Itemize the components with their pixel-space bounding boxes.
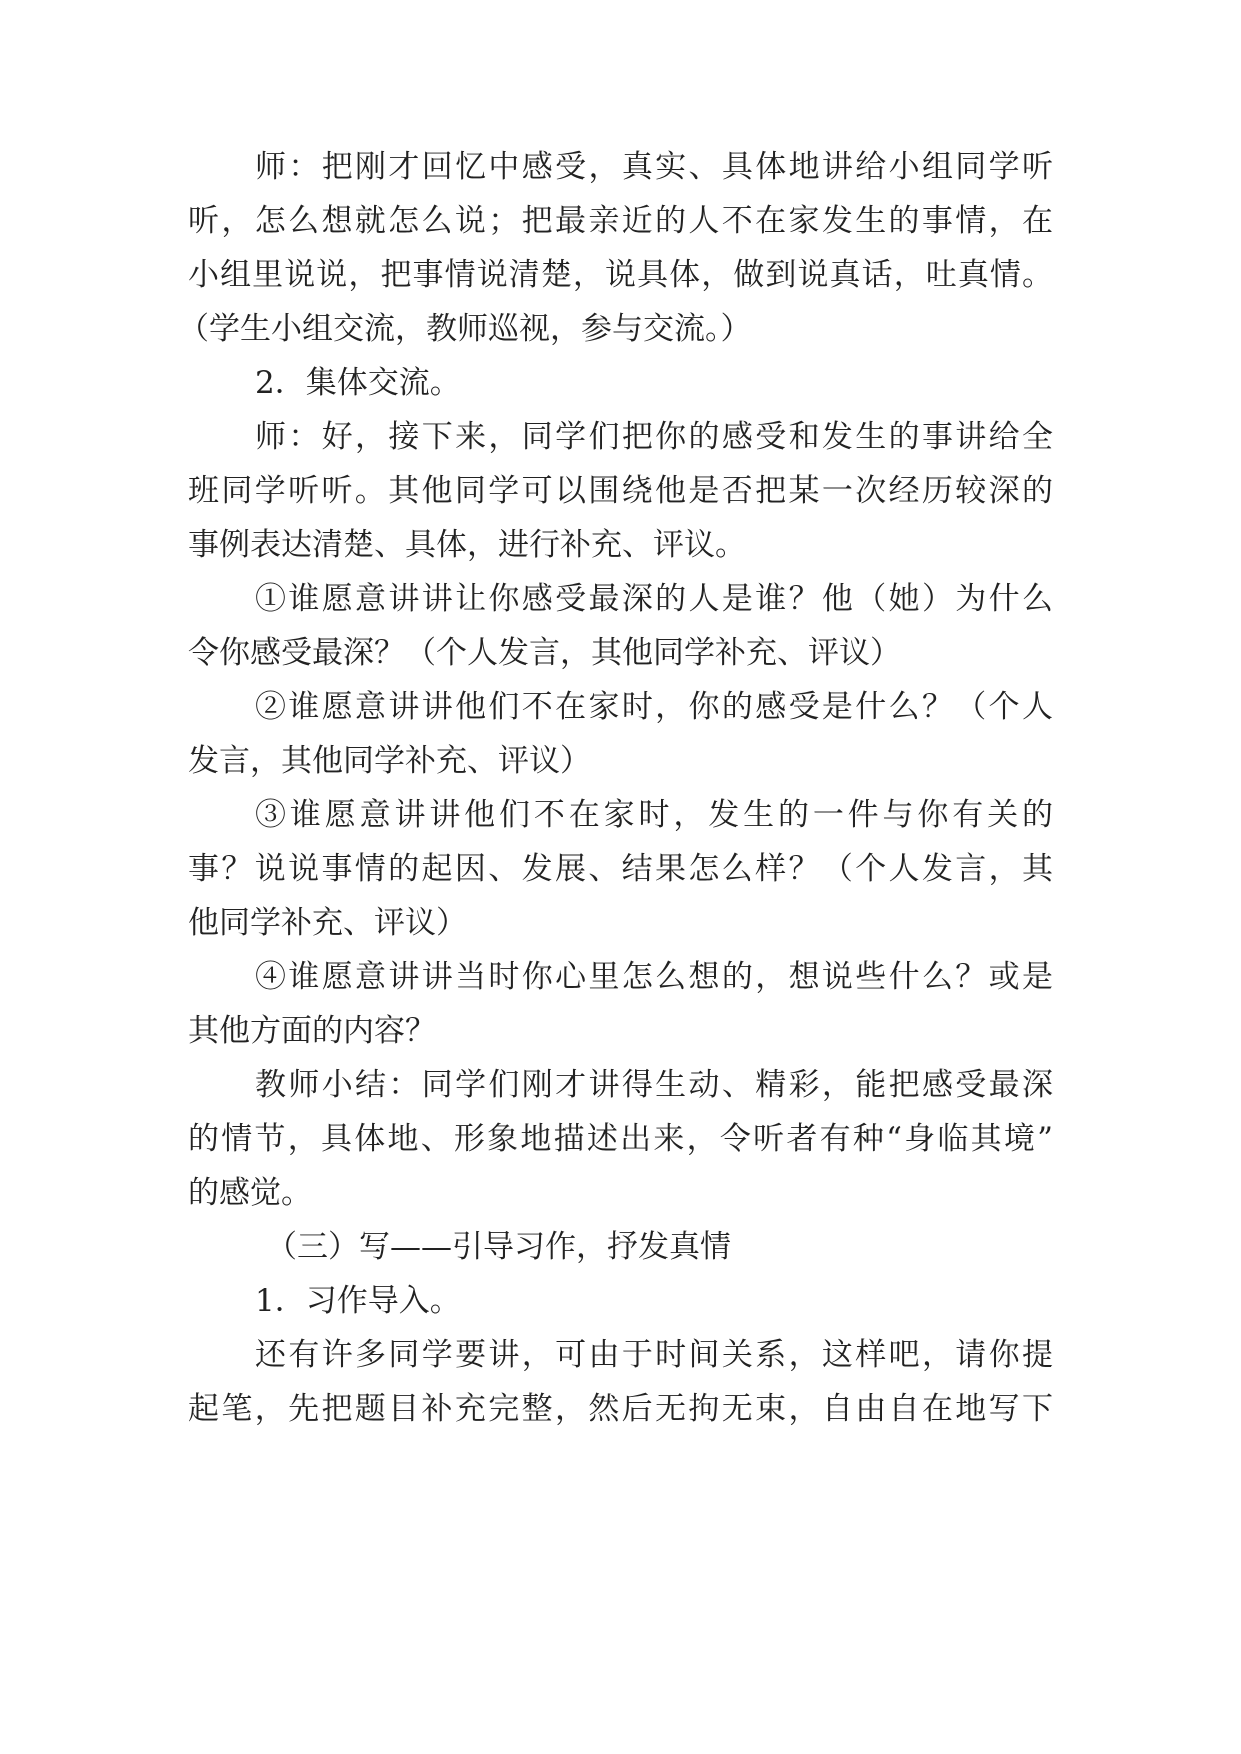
- text-line: 其他方面的内容？: [188, 1013, 436, 1049]
- text-line: ③谁愿意讲讲他们不在家时，发生的一件与你有关的: [255, 797, 1053, 833]
- text-line: 师：把刚才回忆中感受，真实、具体地讲给小组同学听: [255, 149, 1053, 185]
- text-line: 他同学补充、评议）: [188, 905, 467, 941]
- text-line: 事例表达清楚、具体，进行补充、评议。: [188, 527, 746, 563]
- text-line: 听，怎么想就怎么说；把最亲近的人不在家发生的事情，在: [188, 203, 1053, 239]
- section-item: 2．集体交流。: [255, 365, 461, 401]
- text-line: 师：好，接下来，同学们把你的感受和发生的事讲给全: [255, 419, 1053, 455]
- text-line: 的感觉。: [188, 1175, 312, 1211]
- section-heading: （三）写——引导习作，抒发真情: [266, 1229, 731, 1265]
- text-line: 教师小结：同学们刚才讲得生动、精彩，能把感受最深: [255, 1067, 1053, 1103]
- text-line: （学生小组交流，教师巡视，参与交流。）: [178, 311, 752, 347]
- text-line: 事？说说事情的起因、发展、结果怎么样？（个人发言，其: [188, 851, 1053, 887]
- text-line: 班同学听听。其他同学可以围绕他是否把某一次经历较深的: [188, 473, 1053, 509]
- text-line: 起笔，先把题目补充完整，然后无拘无束，自由自在地写下: [188, 1391, 1053, 1427]
- text-line: 发言，其他同学补充、评议）: [188, 743, 591, 779]
- text-line: 还有许多同学要讲，可由于时间关系，这样吧，请你提: [255, 1337, 1053, 1373]
- section-item: 1．习作导入。: [255, 1283, 461, 1319]
- text-line: ①谁愿意讲讲让你感受最深的人是谁？他（她）为什么: [255, 581, 1053, 617]
- text-line: 令你感受最深？（个人发言，其他同学补充、评议）: [188, 635, 901, 671]
- text-line: ②谁愿意讲讲他们不在家时，你的感受是什么？（个人: [255, 689, 1053, 725]
- text-line: 小组里说说，把事情说清楚，说具体，做到说真话，吐真情。: [188, 257, 1053, 293]
- text-line: ④谁愿意讲讲当时你心里怎么想的，想说些什么？或是: [255, 959, 1053, 995]
- text-line: 的情节，具体地、形象地描述出来，令听者有种“身临其境”: [188, 1121, 1053, 1157]
